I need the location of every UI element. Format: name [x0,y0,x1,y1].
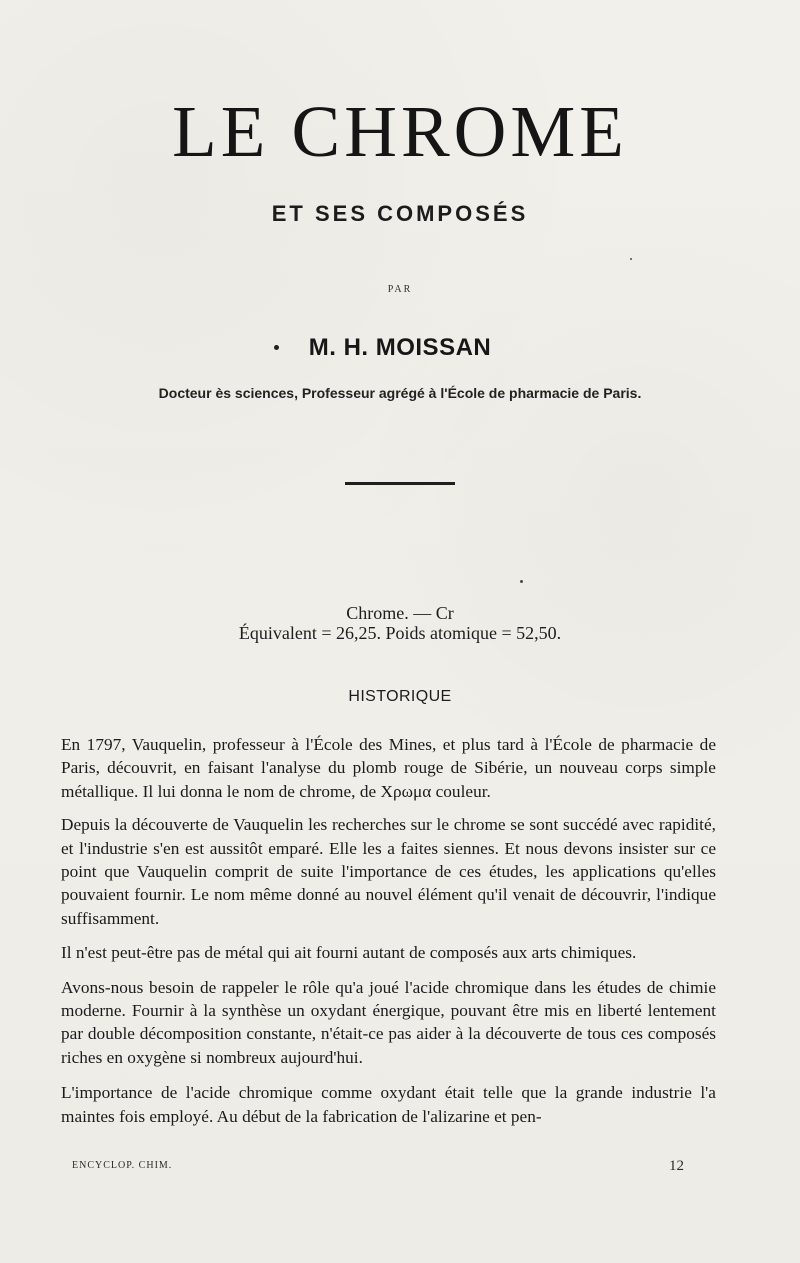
paragraph: L'importance de l'acide chromique comme oxydant était telle que la grande industrie l'a maintes fois employé. Au début de la fabrication de l'alizarine et pen- [61,1083,716,1126]
author-affiliation: Docteur ès sciences, Professeur agrégé à l'École de pharmacie de Paris. [158,385,642,401]
paragraph: Depuis la découverte de Vauquelin les recherches sur le chrome se sont succédé avec rapidité, et l'industrie s'en est aussitôt emparé. Elle les a faites siennes. Et nous devons insister sur ce point que Vauquelin comprit de suite l'importance de ces études, les applications qu'elles pouvaient fournir. Le nom même donné au nouvel élément qu'il venait de découvrir, l'indique suffisamment. [61,815,716,928]
chemistry-values-line: Équivalent = 26,25. Poids atomique = 52,50. [238,623,562,643]
paragraph: En 1797, Vauquelin, professeur à l'École des Mines, et plus tard à l'École de pharmacie de Paris, découvrit, en faisant l'analyse du plomb rouge de Sibérie, un nouveau corps simple métallique. Il lui donna le nom de chrome, de Χρωμα couleur. [61,735,716,801]
chemistry-formula-line: Chrome. — Cr [346,603,454,623]
author-name: M. H. MOISSAN [308,334,492,361]
section-heading: HISTORIQUE [348,688,452,705]
paragraph: Il n'est peut-être pas de métal qui ait fourni autant de composés aux arts chimiques. [61,943,637,963]
ink-speck [520,580,523,583]
paragraph: Avons-nous besoin de rappeler le rôle qu'a joué l'acide chromique dans les études de chimie moderne. Fournir à la synthèse un oxydant énergique, pouvant être mis en liberté lentement par double décomposition constante, n'était-ce pas aider à la découverte de tous ces composés riches en oxygène si nombreux aujourd'hui. [61,977,716,1067]
body-text [61,733,716,1139]
section-divider [345,482,455,485]
page-number: 12 [669,1158,684,1174]
page-title: LE CHROME [172,91,628,172]
par-label: PAR [387,284,413,295]
footer-series-label: ENCYCLOP. CHIM. [72,1160,173,1171]
page-subtitle: ET SES COMPOSÉS [271,201,529,226]
ink-speck [630,258,632,260]
